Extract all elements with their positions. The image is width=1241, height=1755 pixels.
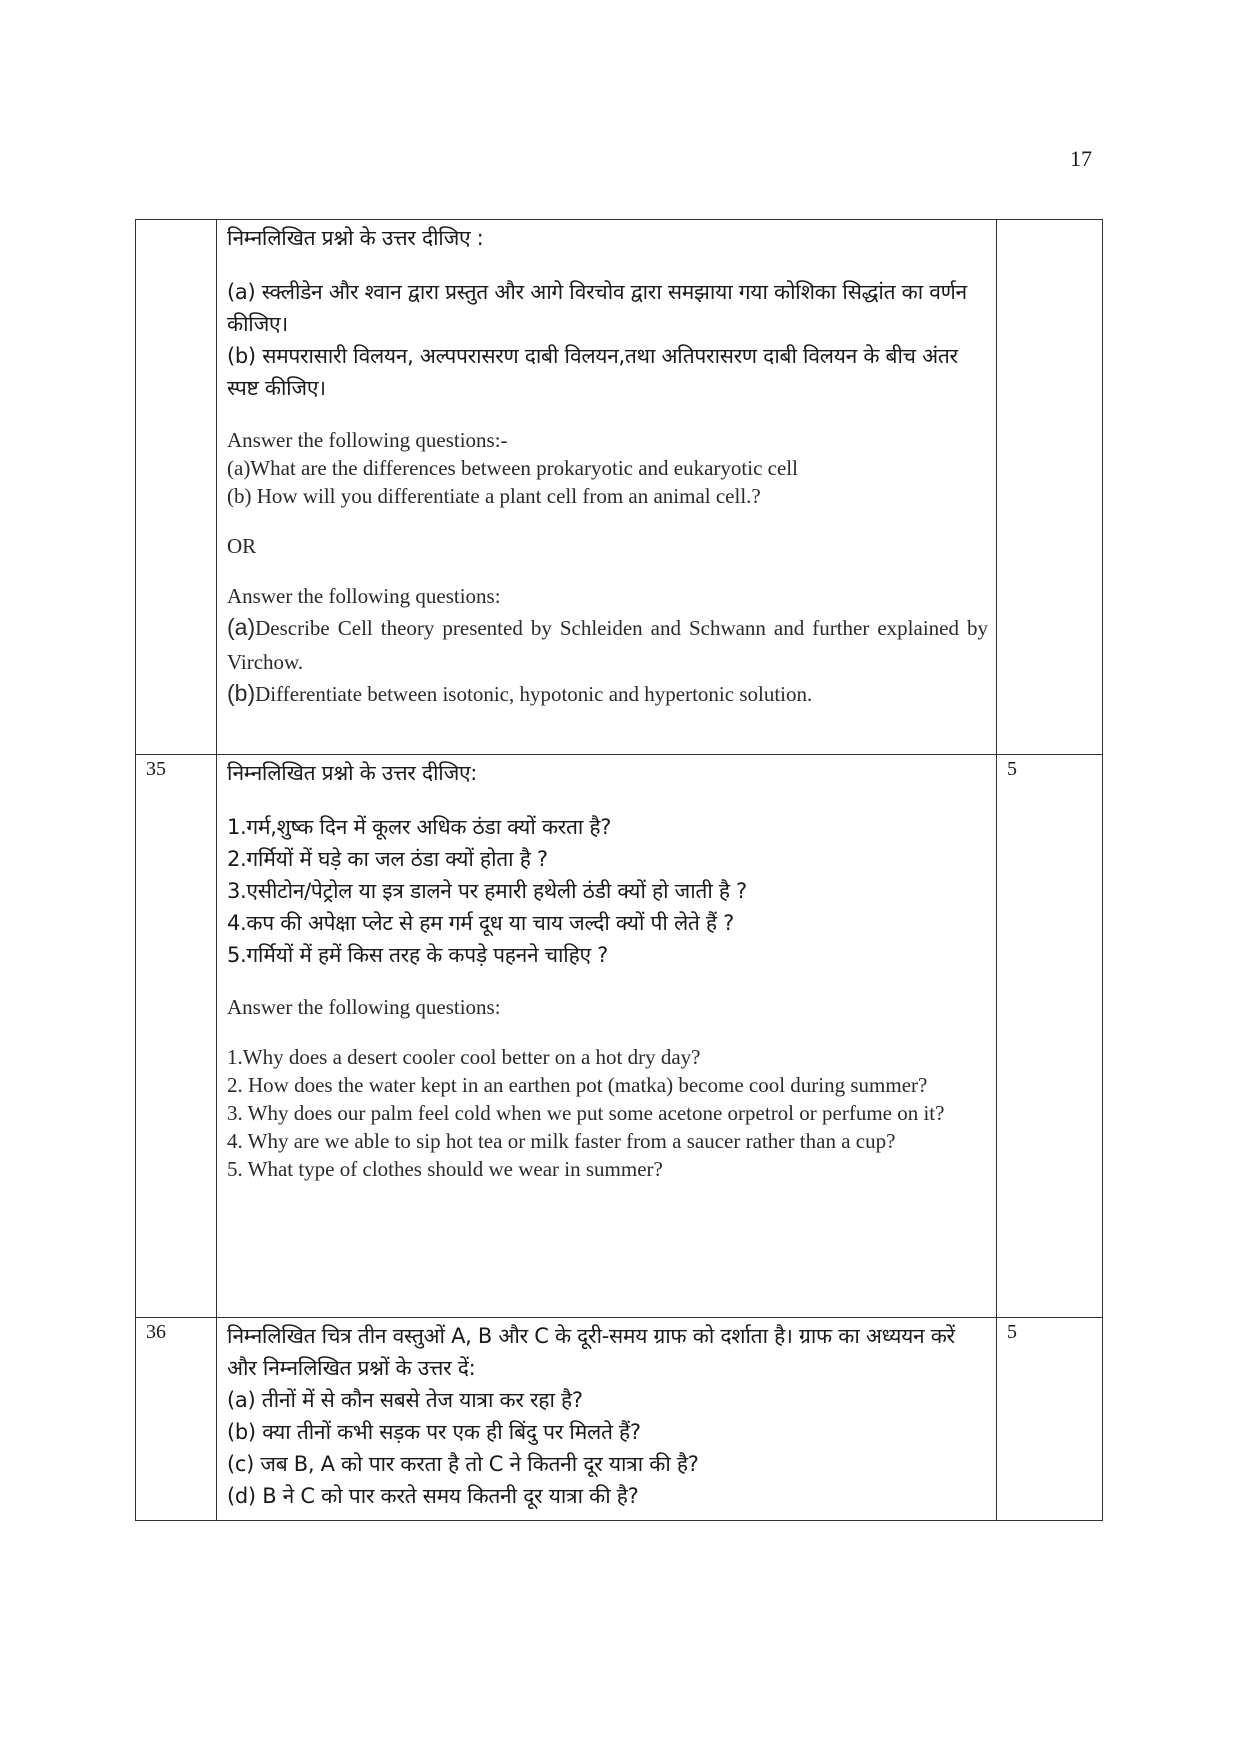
hindi-item: (b) क्या तीनों कभी सड़क पर एक ही बिंदु पर मिलते हैं?: [227, 1420, 641, 1444]
hindi-heading: निम्नलिखित प्रश्नो के उत्तर दीजिए:: [227, 761, 478, 785]
hindi-item: (a) तीनों में से कौन सबसे तेज यात्रा कर रहा है?: [227, 1388, 583, 1412]
question-row-36: [136, 1318, 1103, 1521]
english-item: 1.Why does a desert cooler cool better on a hot dry day?: [227, 1045, 701, 1069]
hindi-item: (d) B ने C को पार करते समय कितनी दूर यात्रा की है?: [227, 1484, 639, 1508]
question-body: [217, 755, 997, 1318]
hindi-item: 2.गर्मियों में घड़े का जल ठंडा क्यों होता है ?: [227, 847, 548, 871]
marks: 5: [997, 755, 1103, 1318]
item-label: (a): [227, 614, 256, 640]
hindi-heading: निम्नलिखित चित्र तीन वस्तुओं A, B और C के दूरी-समय ग्राफ को दर्शाता है। ग्राफ का अध्ययन करें और निम्नलिखित प्रश्नों के उत्तर दें:: [227, 1324, 955, 1380]
english-item: (a)What are the differences between prokaryotic and eukaryotic cell: [227, 456, 798, 480]
hindi-item: (a) स्क्लीडेन और श्वान द्वारा प्रस्तुत और आगे विरचोव द्वारा समझाया गया कोशिका सिद्धांत का वर्णन कीजिए।: [227, 280, 967, 336]
english-item: 3. Why does our palm feel cold when we put some acetone orpetrol or perfume on it?: [227, 1101, 945, 1125]
english-item: 5. What type of clothes should we wear in summer?: [227, 1157, 663, 1181]
question-body: [217, 1318, 997, 1521]
item-text: Differentiate between isotonic, hypotonic and hypertonic solution.: [255, 682, 813, 706]
hindi-item: 4.कप की अपेक्षा प्लेट से हम गर्म दूध या चाय जल्दी क्यों पी लेते हैं ?: [227, 911, 734, 935]
english-item: [227, 610, 988, 679]
english-item: 4. Why are we able to sip hot tea or milk faster from a saucer rather than a cup?: [227, 1129, 896, 1153]
question-row-34: [136, 220, 1103, 755]
question-table: [135, 219, 1103, 1521]
page-number: 17: [1070, 146, 1092, 171]
marks: [997, 220, 1103, 755]
item-label: (b): [227, 680, 256, 706]
english-heading: Answer the following questions:: [227, 995, 501, 1019]
english-item: (b) How will you differentiate a plant cell from an animal cell.?: [227, 484, 761, 508]
english-heading: Answer the following questions:-: [227, 428, 508, 452]
hindi-item: (c) जब B, A को पार करता है तो C ने कितनी दूर यात्रा की है?: [227, 1452, 699, 1476]
hindi-item: 3.एसीटोन/पेट्रोल या इत्र डालने पर हमारी हथेली ठंडी क्यों हो जाती है ?: [227, 879, 747, 903]
hindi-item: 1.गर्म,शुष्क दिन में कूलर अधिक ठंडा क्यों करता है?: [227, 815, 612, 839]
hindi-item: (b) समपरासारी विलयन, अल्पपरासरण दाबी विलयन,तथा अतिपरासरण दाबी विलयन के बीच अंतर स्पष्ट कीजिए।: [227, 344, 958, 400]
english-item: [227, 679, 988, 708]
question-number: [136, 220, 217, 755]
english-item: 2. How does the water kept in an earthen pot (matka) become cool during summer?: [227, 1073, 928, 1097]
question-body: [217, 220, 997, 755]
hindi-heading: निम्नलिखित प्रश्नो के उत्तर दीजिए :: [227, 226, 484, 250]
hindi-item: 5.गर्मियों में हमें किस तरह के कपड़े पहनने चाहिए ?: [227, 943, 609, 967]
marks: 5: [997, 1318, 1103, 1521]
or-separator: OR: [227, 534, 257, 558]
item-text: Describe Cell theory presented by Schleiden and Schwann and further explained by Virchow.: [227, 616, 988, 674]
english-heading: Answer the following questions:: [227, 584, 501, 608]
question-number: 36: [136, 1318, 217, 1521]
question-number: 35: [136, 755, 217, 1318]
question-row-35: [136, 755, 1103, 1318]
